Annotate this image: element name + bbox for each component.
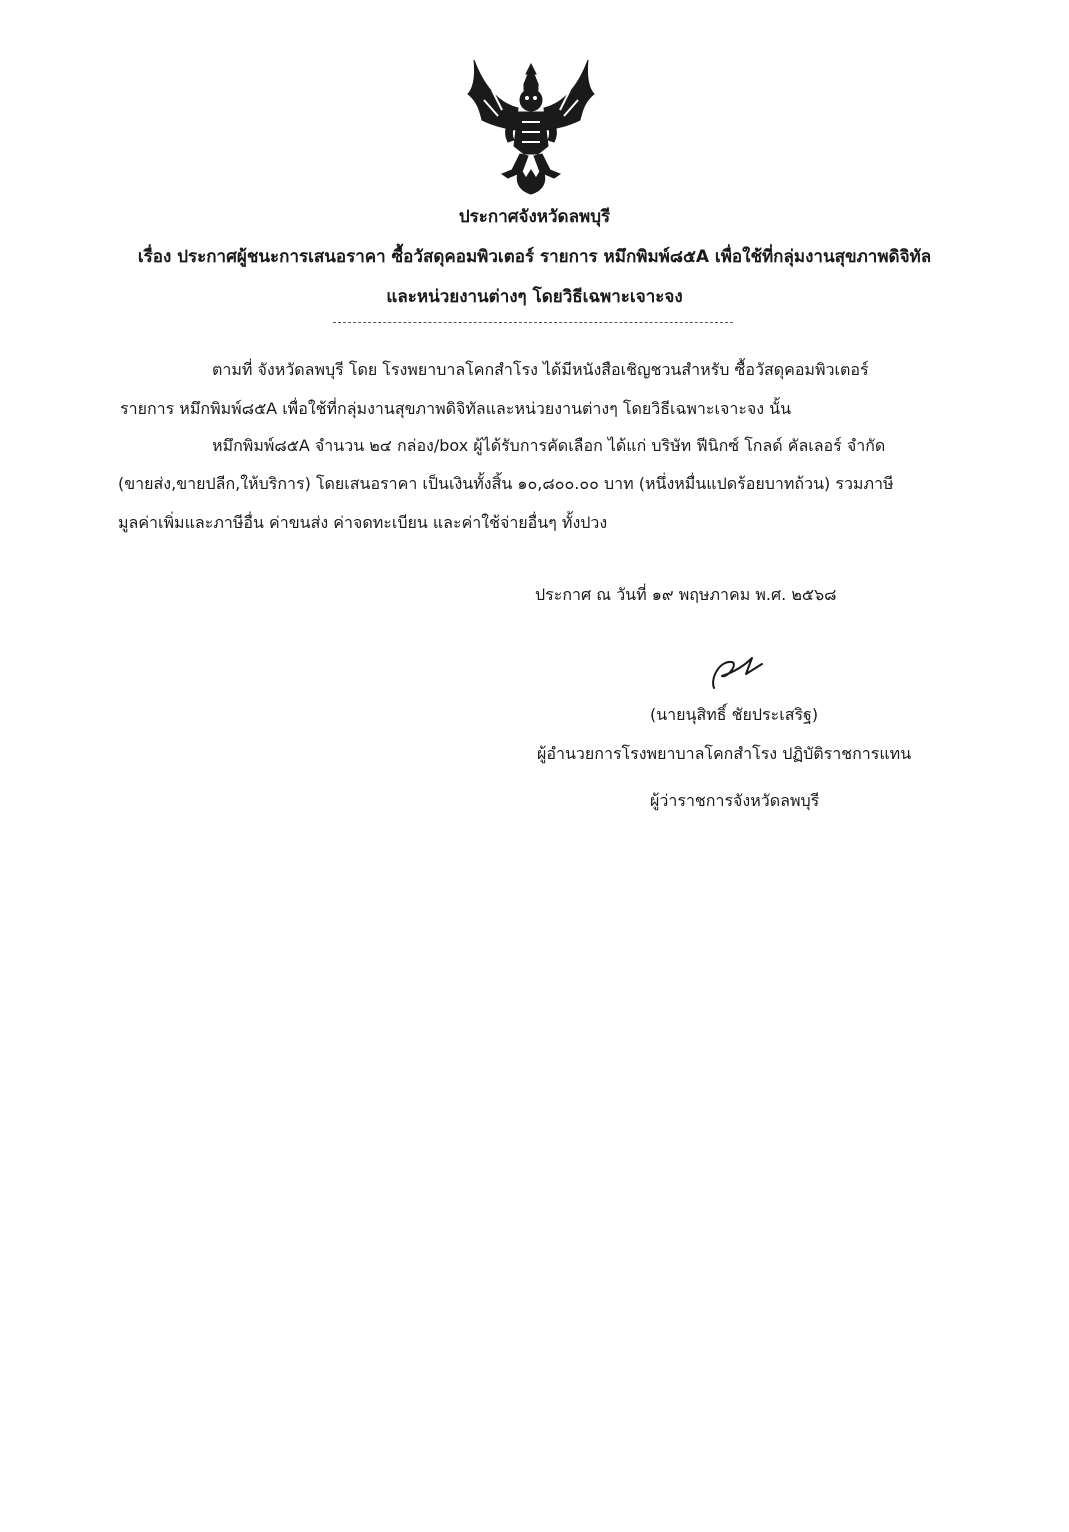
signer-position-line-1: ผู้อำนวยการโรงพยาบาลโคกสำโรง ปฏิบัติราชการแทน — [537, 744, 912, 763]
body-line-2: รายการ หมึกพิมพ์๘๕A เพื่อใช้ที่กลุ่มงานสุขภาพดิจิทัลและหน่วยงานต่างๆ โดยวิธีเฉพาะเจาะจง นั้น — [120, 399, 792, 418]
body-line-3: หมึกพิมพ์๘๕A จำนวน ๒๔ กล่อง/box ผู้ได้รับการคัดเลือก ได้แก่ บริษัท ฟีนิกซ์ โกลด์ คัลเลอร์ จำกัด — [212, 436, 886, 455]
signer-position-line-2: ผู้ว่าราชการจังหวัดลพบุรี — [650, 791, 820, 810]
body-line-4: (ขายส่ง,ขายปลีก,ให้บริการ) โดยเสนอราคา เป็นเงินทั้งสิ้น ๑๐,๘๐๐.๐๐ บาท (หนึ่งหมื่นแปดร้อยบาทถ้วน) รวมภาษี — [118, 474, 894, 493]
signature-mark — [708, 652, 768, 692]
garuda-emblem-icon — [462, 50, 600, 196]
body-line-5: มูลค่าเพิ่มและภาษีอื่น ค่าขนส่ง ค่าจดทะเบียน และค่าใช้จ่ายอื่นๆ ทั้งปวง — [118, 513, 608, 532]
subject-line-2: และหน่วยงานต่างๆ โดยวิธีเฉพาะเจาะจง — [386, 287, 683, 307]
subject-line-1: เรื่อง ประกาศผู้ชนะการเสนอราคา ซื้อวัสดุคอมพิวเตอร์ รายการ หมึกพิมพ์๘๕A เพื่อใช้ที่กลุ่มงานสุขภาพดิจิทัล — [137, 247, 932, 267]
title-divider — [333, 322, 733, 323]
signer-name: (นายนุสิทธิ์ ชัยประเสริฐ) — [650, 705, 819, 724]
body-line-1: ตามที่ จังหวัดลพบุรี โดย โรงพยาบาลโคกสำโรง ได้มีหนังสือเชิญชวนสำหรับ ซื้อวัสดุคอมพิวเตอร์ — [212, 360, 869, 379]
document-title: ประกาศจังหวัดลพบุรี — [458, 207, 611, 227]
announcement-date: ประกาศ ณ วันที่ ๑๙ พฤษภาคม พ.ศ. ๒๕๖๘ — [535, 585, 837, 604]
